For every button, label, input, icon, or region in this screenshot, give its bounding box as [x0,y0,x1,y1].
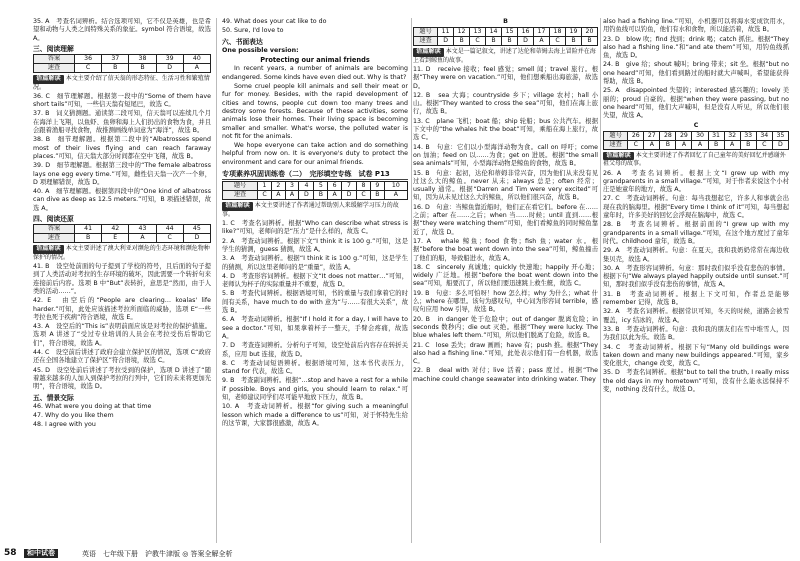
table-cell: A [644,140,660,149]
intro: 本文主要讲述了作者回忆了自己童年的美好回忆并感谢外祖父母的故事。 [603,151,786,168]
badge: 语篇解读 [33,245,64,253]
table-cell: 16 [518,28,534,37]
answer-3: 3. A 考查动词辨析。根据“I think it is 100 g.”可知，这是学生的猜测，所以这里老师问的是“重量”，故选 A。 [222,255,408,271]
answer-29: 29. A 考查动词辨析。句意：在夏天，我和我奶奶常常在海边收集贝壳，故选 A。 [603,247,789,263]
table-row [414,37,598,46]
answer-35: 35. A 考查名词辨析。结合选项可知，它不仅是英雄，也是希望和动物与人类之间特殊关系的象征。symbol 符合语境，故选 A。 [33,18,211,42]
section-heading: 三、阅读理解 [33,44,74,53]
answer-table [33,224,211,243]
answer-40: 40. A 细节理解题。根据第四段中的“One kind of albatross can dive as deep as 12.5 meters.”可知，B 项描述错误，故选 A。 [33,188,211,212]
table-row [223,191,408,200]
footer-text: 英语 七年级下册 沪教牛津版 ◎ 答案全解全析 [82,550,233,558]
table-cell: B [370,191,384,200]
column-4 [603,18,789,546]
page-footer [0,546,800,561]
answer-39: 39. D 细节理解题。根据第三段中的“The female albatross lays one egg every time.”可知，雌性信天翁一次产一个卵，D 项理解错误，故选 D。 [33,162,211,186]
table-cell: D [438,37,454,46]
table-cell: A [534,37,550,46]
table-cell: 11 [438,28,454,37]
table-cell: 29 [676,131,692,140]
table-cell: C [258,191,272,200]
table-cell: B [314,191,328,200]
answer-7: 7. D 考查连词辨析。分析句子可知，设空处前后内容存在转折关系，应用 but 连接，故选 D。 [222,342,408,358]
intro: 本文主要讲述了澳大利亚对濒危的生态环境和濒危物种保护的情况。 [33,245,210,261]
answer-8: 8. C 考查动词短语辨析。根据语境可知，这本书代表压力，stand for 代表，故选 C。 [222,359,408,376]
column-divider [216,18,217,543]
table-row-header: 答案 [34,225,75,234]
answer-25: 25. A disappointed 失望的；interested 感兴趣的；lovely 美丽的；proud 自豪的。根据“when they were passing, but no one heard”可知，他们大声喊叫，但是没有人听见，所以他们很失望，故选 A。 [603,87,789,120]
answer-49: 49. What does your cat like to do [222,18,327,25]
table-cell: 28 [660,131,676,140]
part-label: B [503,18,508,25]
answer-table [413,27,598,46]
answer-47: 47. Why do you like them [33,412,114,420]
table-cell: 1 [258,182,272,191]
table-cell: 27 [644,131,660,140]
answer-12: 12. B sea 大海；countryside 乡下；village 农村；hall 小山。根据“They wanted to cross the sea”可知，他们在海上旅行，故选 B。 [413,91,598,116]
answer-9: 9. B 考查副词辨析。根据“…stop and have a rest for a while if possible. Boys and girls, you should learn to relax.”可知，老师建议同学们尽可能早地放下压力，故选 B。 [222,377,408,401]
answer-5: 5. B 考查代词辨析。根据语境可知，书的重量与我们拿着它的时间有关系，have much to do with 意为“与……有很大关系”，故选 B。 [222,290,408,315]
reading-note [413,48,598,65]
answer-22-continued: also had a fishing line.”可知，小机器可以将海水变成饮用水，用钓鱼线可以钓鱼，他们有水和食物，所以能活着，故选 B。 [603,18,789,34]
answer-35b: 35. D 考查名词辨析。根据“but to tell the truth, I really miss the old days in my hometown”可知，没有什么能永远保持不变，nothing 没有什么，故选 D。 [603,369,789,393]
sample-label: One possible version: [222,46,299,54]
answer-15: 15. B 句意：起初，达伦和蒂姆非常兴奋，因为他们从来没有见过这么大的鲸鱼。never 从未；always 总是；often 经常；usually 通常。根据“Darren and Tim were very excited”可知，因为从未见过这么大的鲸鱼，所以他们很兴奋，故选 B。 [413,169,598,202]
answer-13: 13. C plane 飞机；boat 船；ship 轮船；bus 公共汽车。根据下文中的“the whales hit the boat”可知，乘船在海上旅行，故选 C。 [413,117,598,142]
table-cell: 10 [384,182,407,191]
section-heading: 六、书面表达 [222,37,263,46]
table-cell: B [454,37,470,46]
table-cell: B [565,37,581,46]
answer-2: 2. A 考查动词辨析。根据下文“I think it is 100 g.”可知，这是学生的猜测，guess 猜测，故选 A。 [222,237,408,253]
table-cell: B [581,37,597,46]
table-cell: E [102,234,129,243]
table-cell: C [357,191,371,200]
answer-10: 10. A 考查动词辨析。根据“for giving such a meaningful lesson which made a difference to us”可知，对于怀特先生给的这节课，大家都很感激，故选 A。 [222,403,408,427]
part-label: C [693,121,699,129]
table-cell: B [660,140,676,149]
answer-22: 22. B deal with 对付；live 活着；pass 度过。根据“The machine could change seawater into drinking water. They [413,367,598,383]
answer-26: 26. A 考查名词辨析。根据上文“I grew up with my grandparents in a small village.”可知，对于作者来说这个小村庄是她童年的地方，故选 A。 [603,169,789,194]
table-cell: C [74,64,101,73]
table-row [34,234,211,243]
answer-11: 11. D receive 接收；feel 感觉；smell 闻；travel 旅行。根据“They were on vacation.”可知，他们想乘船出海旅游，故选 D。 [413,66,598,90]
table-cell: 33 [740,131,756,140]
intro: 本文是一篇记叙文，讲述了达伦和蒂姆去海上冒险并在海上看到鲸鱼的故事。 [413,48,596,64]
table-cell: A [692,140,708,149]
table-cell: 40 [183,55,210,64]
table-row-header: 答案 [34,55,75,64]
table-row [223,182,408,191]
table-cell: C [470,37,486,46]
table-cell: 44 [156,225,183,234]
table-row [604,140,789,149]
table-cell: 19 [565,28,581,37]
answer-table [603,131,789,150]
column-divider [600,18,601,543]
answer-21: 21. C lose 丢失；draw 画画；have 有；push 推。根据“They also had a fishing line.”可知，此处表示他们有一台机器，故选 C。 [413,341,598,366]
table-cell: 32 [724,131,740,140]
table-cell: 38 [129,55,156,64]
answer-50: 50. Sure, I'd love to [222,27,284,35]
answer-34: 34. C 考查动词辨析。根据下句“Many old buildings were taken down and many new buildings appeared.”可知，家乡变化很大，change 改变，故选 C。 [603,343,789,368]
answer-1: 1. C 考查名词辨析。根据“Who can describe what stress is like?”可知，老师问的是“压力”是什么样的，故选 C。 [222,220,408,236]
table-cell: A [271,191,285,200]
table-row-header: 速查 [34,234,75,243]
table-cell: 4 [299,182,314,191]
answer-14: 14. B 句意：它们以小型海洋动物为食。call on 呼吁；come on 加油；feed on 以……为食；get on 进展。根据“the small sea animals”可知，小型海洋动物是鲸鱼的食物，故选 B。 [413,143,598,168]
answer-18: 18. C sincerely 真诚地；quickly 快速地；happily 开心地；widely 广泛地。根据“before the boat went down into the sea”可知，船要沉了，所以他们要迅速跳上救生艇，故选 C。 [413,263,598,288]
table-cell: D [183,234,210,243]
table-cell: B [102,64,129,73]
table-cell: 37 [102,55,129,64]
table-cell: A [129,234,156,243]
reading-note [603,152,789,169]
table-cell: C [156,234,183,243]
table-cell: 34 [756,131,772,140]
table-cell: 42 [102,225,129,234]
section-heading: 五、情景交际 [33,393,74,402]
table-cell: D [299,191,314,200]
table-cell: 17 [534,28,550,37]
table-cell: 30 [692,131,708,140]
table-row [604,131,789,140]
table-row [34,225,211,234]
answer-4: 4. D 考查形容词辨析。根据下文“It does not matter…”可知，老师认为杯子的实际重量并不重要，故选 D。 [222,272,408,289]
table-cell: 18 [549,28,565,37]
answer-37: 37. B 词义猜测题。通读第二段可知，信天翁可以连续几个月在海洋上飞翔，以鱼虾、鱼卵和海上人们扔出的食物为食，并且会跟着渔船寻找食物，故推测画线单词意为“海洋”，故选 B。 [33,110,211,135]
table-cell: 26 [628,131,644,140]
table-row-header: 题号 [223,182,258,191]
table-cell: C [549,37,565,46]
table-row-header: 速查 [223,191,258,200]
table-cell: C [628,140,644,149]
answer-table [33,54,211,73]
table-cell: 20 [581,28,597,37]
table-cell: 2 [271,182,285,191]
table-cell: D [156,64,183,73]
table-cell: D [341,191,356,200]
answer-23: 23. D blow 吹；find 找到；drink 喝；catch 抓住。根据“They also had a fishing line.”和“and ate them”可知，用钓鱼线抓鱼，故选 D。 [603,35,789,60]
answer-41: 41. B 设空处前面的句子提到了学校的符号，且后面的句子提到了人类活动对考拉的生存环境的破坏，因此需要一个转折句来连接前后内容。选项 B 中“But”表转折，意思是“然而，由于人类的活动……”。 [33,263,211,295]
answer-45: 45. D 设空处前后讲述了考拉受到的保护，选项 D 讲述了“随着越来越多的人加入到保护考拉的行列中，它们的未来将更加光明”，符合语境，故选 D。 [33,366,211,391]
answer-38: 38. B 细节理解题。根据第二段中的“Albatrosses spend most of their lives flying and can reach faraway places.”可知，信天翁大部分时间都在空中飞翔，故选 B。 [33,136,211,160]
answer-31: 31. B 考查动词辨析。根据上下文可知，作者总是能够 remember 记得，故选 B。 [603,290,789,307]
table-cell: 8 [357,182,371,191]
answer-32: 32. A 考查名词辨析。根据常识可知，冬天的时候，道路会被雪覆盖，icy 结冰的，故选 A。 [603,308,789,324]
table-cell: D [772,140,788,149]
essay-paragraph: Some cruel people kill animals and sell their meat or fur for money. Besides, with the rapid development of cities and towns, people cut down too many trees and destroy some forests. Because of these activities, some animals lose their homes. Their living space is becoming smaller and smaller. What's worse, the polluted water is not fit for the animals. [222,83,408,140]
answer-28: 28. B 考查名词辨析。根据前面的“I grew up with my grandparents in a small village.”可知，在这个地方度过了童年时代。childhood 童年，故选 B。 [603,221,789,245]
reading-note [33,75,211,92]
table-cell: 6 [328,182,342,191]
table-row [414,28,598,37]
table-cell: 36 [74,55,101,64]
section-heading: 四、阅读还原 [33,215,74,224]
table-cell: 39 [156,55,183,64]
answer-46: 46. What were you doing at that time [33,402,152,410]
intro: 本文主要讲述了作者通过帮助别人来缓解学习压力的故事。 [222,202,399,218]
answer-table [222,181,408,200]
table-cell: A [285,191,299,200]
column-3 [413,18,598,546]
answer-27: 27. C 考查动词辨析。句意：每当我想起它，许多人和事就会出现在我的脑海里。根据“Every time I think of it”可知，每当想起童年时，许多美好的回忆会浮现在脑海中，故选 C。 [603,195,789,220]
column-1 [33,18,211,546]
table-cell: 7 [341,182,356,191]
table-cell: B [74,234,101,243]
essay-paragraph: In recent years, a number of animals are becoming endangered. Some kinds have even died out. Why is that? [222,65,408,81]
column-divider [411,18,412,543]
answer-42: 42. E 由空后的“People are clearing… koalas' life harder.”可知，此处应该描述考拉所面临的威胁，选项 E“一些考拉也死于疾病”符合语境，故选 E。 [33,297,211,321]
essay-title: Protecting our animal friends [260,56,370,65]
answer-36: 36. C 细节理解题。根据第一段中的“Some of them have short tails”可知，一些信天翁有短尾巴，故选 C。 [33,92,211,109]
table-cell: C [756,140,772,149]
answer-30: 30. A 考查形容词辨析。句意：那时我们似乎没有悲伤的事情。根据下句“We always played happily outside until sunset.”可知，那时我们似乎没有悲伤的事情，故选 A。 [603,264,789,289]
column-2 [222,18,408,546]
table-cell: A [724,140,740,149]
table-row-header: 速查 [34,64,75,73]
page-number: 58 [4,548,17,558]
table-cell: 35 [772,131,788,140]
badge: 语篇解读 [413,48,444,56]
table-row-header: 题号 [604,131,628,140]
table-cell: B [740,140,756,149]
table-cell: D [518,37,534,46]
table-row [34,64,211,73]
table-cell: 15 [502,28,518,37]
answer-16: 16. D 句意：当鲸鱼靠近船时，他们正在看它们。before 在……之前；after 在……之后；when 当……时候；until 直到……根据“they were watching them”可知，他们看鲸鱼的同时鲸鱼靠近了，故选 D。 [413,203,598,236]
intro: 本文主要介绍了信天翁的形态特征、生活习性和繁殖情况。 [33,75,210,91]
table-cell: 5 [314,182,328,191]
answer-19: 19. B 句意：多么可怕呀！how 怎么样；why 为什么；what 什么；where 在哪里。该句为感叹句，中心词为形容词 terrible，感叹句应用 how 引导，故选 B。 [413,289,598,314]
badge: 语篇解读 [33,75,64,83]
table-cell: 14 [486,28,502,37]
table-cell: B [502,37,518,46]
table-row [34,55,211,64]
table-cell: B [708,140,724,149]
table-row-header: 速查 [604,140,628,149]
reading-note [33,245,211,262]
answer-33: 33. B 考查动词辨析。句意：我和我的朋友们在雪中堆雪人，因为我们以此为乐。故选 B。 [603,325,789,342]
answer-44: 44. C 设空前后讲述了政府会建立保护区的情况，选项 C“政府还在全国各地建立了保护区”符合语境，故选 C。 [33,349,211,365]
table-cell: 31 [708,131,724,140]
answer-6: 6. A 考查动词辨析。根据“If I hold it for a day, I will have to see a doctor.”可知，如果拿着杯子一整天，手臂会疼痛，故选 A。 [222,316,408,340]
table-cell: 43 [129,225,156,234]
table-cell: 3 [285,182,299,191]
table-cell: B [486,37,502,46]
table-cell: A [328,191,342,200]
answer-24: 24. B give 给；shout 喊叫；bring 带来；sit 坐。根据“but no one heard”可知，他们看到路过的船时就大声喊叫，希望能获得帮助，故选 B。 [603,61,789,86]
answer-17: 17. A whale 鲸鱼；food 食物；fish 鱼；water 水。根据“before the boat went down into the sea”可知，鲸鱼撞击了他们的船，导致船进水，故选 A。 [413,237,598,262]
table-cell: B [129,64,156,73]
badge: 语篇解读 [222,202,253,210]
practice-block-title: 专项素养巩固训练卷（二） 完形填空专练 试卷 P13 [222,170,408,180]
table-cell: 45 [183,225,210,234]
table-row-header: 速查 [414,37,438,46]
answer-48: 48. I agree with you [33,421,96,429]
brand-label: 和中试卷 [24,549,58,558]
answer-43: 43. A 设空后的“This is”表明前面应该是对考拉的保护措施。选项 A 讲述了“受过专业培训的人员会在考拉受伤后帮助它们”，符合语境，故选 A。 [33,323,211,347]
table-cell: A [183,64,210,73]
answer-20: 20. B in danger 处于危险中；out of danger 脱离危险；in seconds 数秒内；die out 灭绝。根据“They were lucky. The blue whales left them.”可知，所以他们脱离了危险，故选 B。 [413,315,598,340]
badge: 语篇解读 [603,152,634,160]
table-cell: A [676,140,692,149]
table-row-header: 题号 [414,28,438,37]
table-cell: 41 [74,225,101,234]
table-cell: 12 [454,28,470,37]
reading-note [222,202,408,219]
table-cell: A [384,191,407,200]
essay-paragraph: We hope everyone can take action and do something helpful from now on. It is everyone's duty to protect the environment and care for our animal friends. [222,142,408,166]
table-cell: 13 [470,28,486,37]
table-cell: 9 [370,182,384,191]
